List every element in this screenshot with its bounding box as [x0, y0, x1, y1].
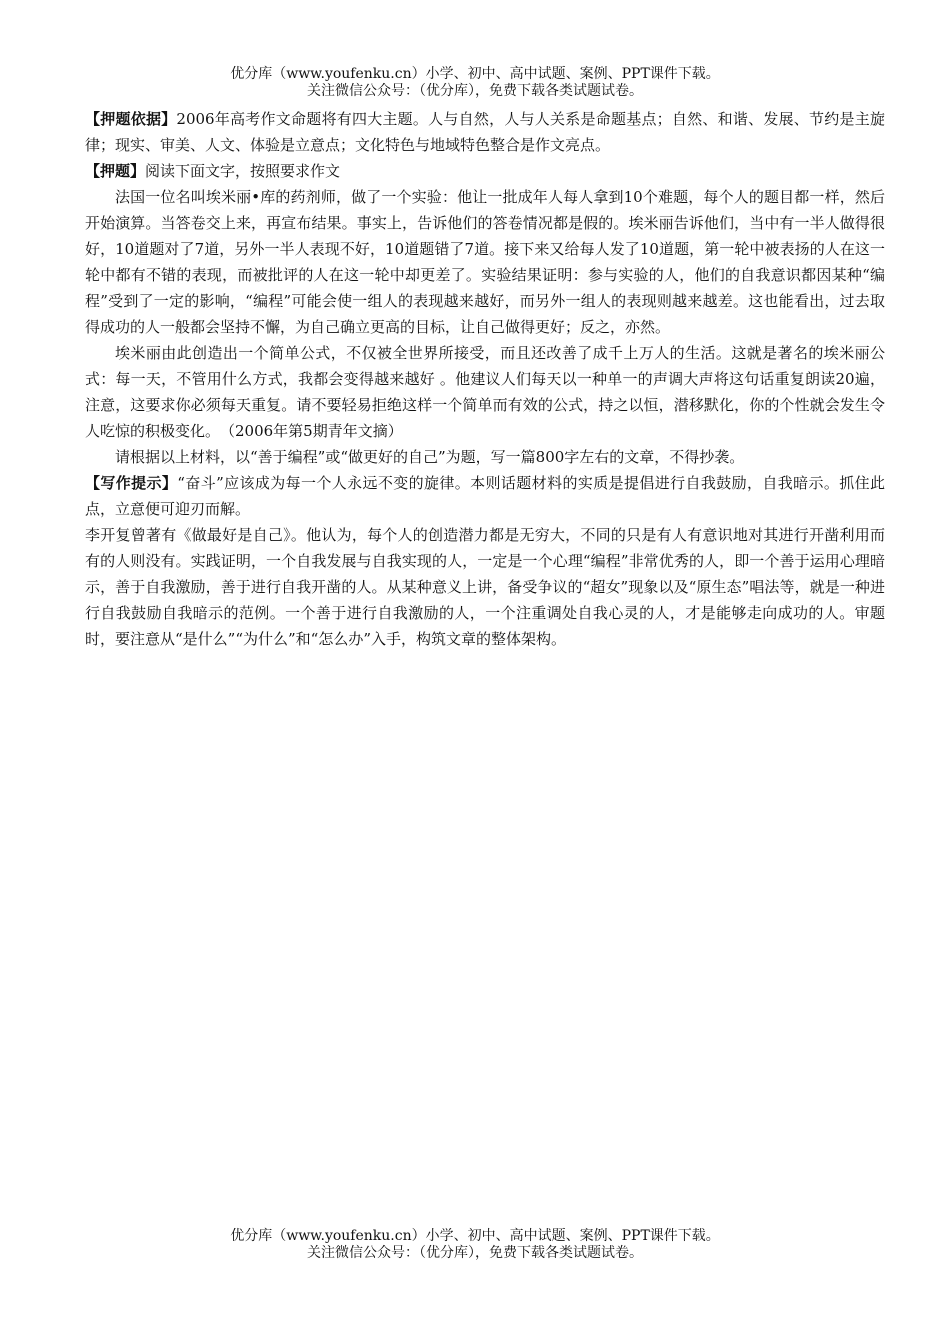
prompt-text: 阅读下面文字，按照要求作文 — [145, 162, 341, 180]
page-footer — [0, 1228, 950, 1262]
prompt-tag: 【押题】 — [85, 162, 146, 180]
material-paragraph-1: 法国一位名叫埃米丽•库的药剂师，做了一个实验：他让一批成年人每人拿到10个难题，每个人的题目都一样，然后开始演算。当答卷交上来，再宣布结果。事实上，告诉他们的答卷情况都是假的。埃米丽告诉他们，当中有一半人做得很好，10道题对了7道，另外一半人表现不好，10道题错了7道。接下来又给每人发了10道题，第一轮中被表扬的人在这一轮中都有不错的表现，而被批评的人在这一轮中却更差了。实验结果证明：参与实验的人，他们的自我意识都因某种“编程”受到了一定的影响，“编程”可能会使一组人的表现越来越好，而另外一组人的表现则越来越差。这也能看出，过去取得成功的人一般都会坚持不懈，为自己确立更高的目标，让自己做得更好；反之，亦然。 — [85, 188, 885, 336]
footer-line-1: 优分库（www.youfenku.cn）小学、初中、高中试题、案例、PPT课件下载。 — [230, 1228, 720, 1244]
basis-tag: 【押题依据】 — [85, 110, 177, 128]
task-paragraph: 请根据以上材料，以“善于编程”或“做更好的自己”为题，写一篇800字左右的文章，不得抄袭。 — [115, 448, 745, 466]
page-header — [0, 66, 950, 100]
hint-paragraph — [85, 470, 885, 522]
header-line-1: 优分库（www.youfenku.cn）小学、初中、高中试题、案例、PPT课件下载。 — [230, 66, 720, 82]
hint-tag: 【写作提示】 — [85, 474, 178, 492]
analysis-paragraph: 李开复曾著有《做最好是自己》。他认为，每个人的创造潜力都是无穷大，不同的只是有人有意识地对其进行开凿利用而有的人则没有。实践证明，一个自我发展与自我实现的人，一定是一个心理“编程”非常优秀的人，即一个善于运用心理暗示，善于自我激励，善于进行自我开凿的人。从某种意义上讲，备受争议的“超女”现象以及“原生态”唱法等，就是一种进行自我鼓励自我暗示的范例。一个善于进行自我激励的人，一个注重调处自我心灵的人，才是能够走向成功的人。审题时，要注意从“是什么”“为什么”和“怎么办”入手，构筑文章的整体架构。 — [85, 526, 885, 648]
basis-paragraph — [85, 106, 885, 158]
prompt-paragraph — [85, 158, 885, 184]
basis-text: 2006年高考作文命题将有四大主题。人与自然，人与人关系是命题基点；自然、和谐、发展、节约是主旋律；现实、审美、人文、体验是立意点；文化特色与地域特色整合是作文亮点。 — [85, 110, 885, 154]
header-line-2: 关注微信公众号：（优分库），免费下载各类试题试卷。 — [307, 83, 643, 99]
footer-line-2: 关注微信公众号：（优分库），免费下载各类试题试卷。 — [307, 1245, 643, 1261]
document-body — [85, 106, 885, 652]
hint-text: “奋斗”应该成为每一个人永远不变的旋律。本则话题材料的实质是提倡进行自我鼓励，自我暗示。抓住此点，立意便可迎刃而解。 — [85, 474, 885, 518]
material-paragraph-2: 埃米丽由此创造出一个简单公式，不仅被全世界所接受，而且还改善了成千上万人的生活。这就是著名的埃米丽公式：每一天，不管用什么方式，我都会变得越来越好 。他建议人们每天以一种单一的声调大声将这句话重复朗读20遍，注意，这要求你必须每天重复。请不要轻易拒绝这样一个简单而有效的公式，持之以恒，潜移默化，你的个性就会发生令人吃惊的积极变化。 （2006年第5期青年文摘） — [85, 344, 885, 440]
